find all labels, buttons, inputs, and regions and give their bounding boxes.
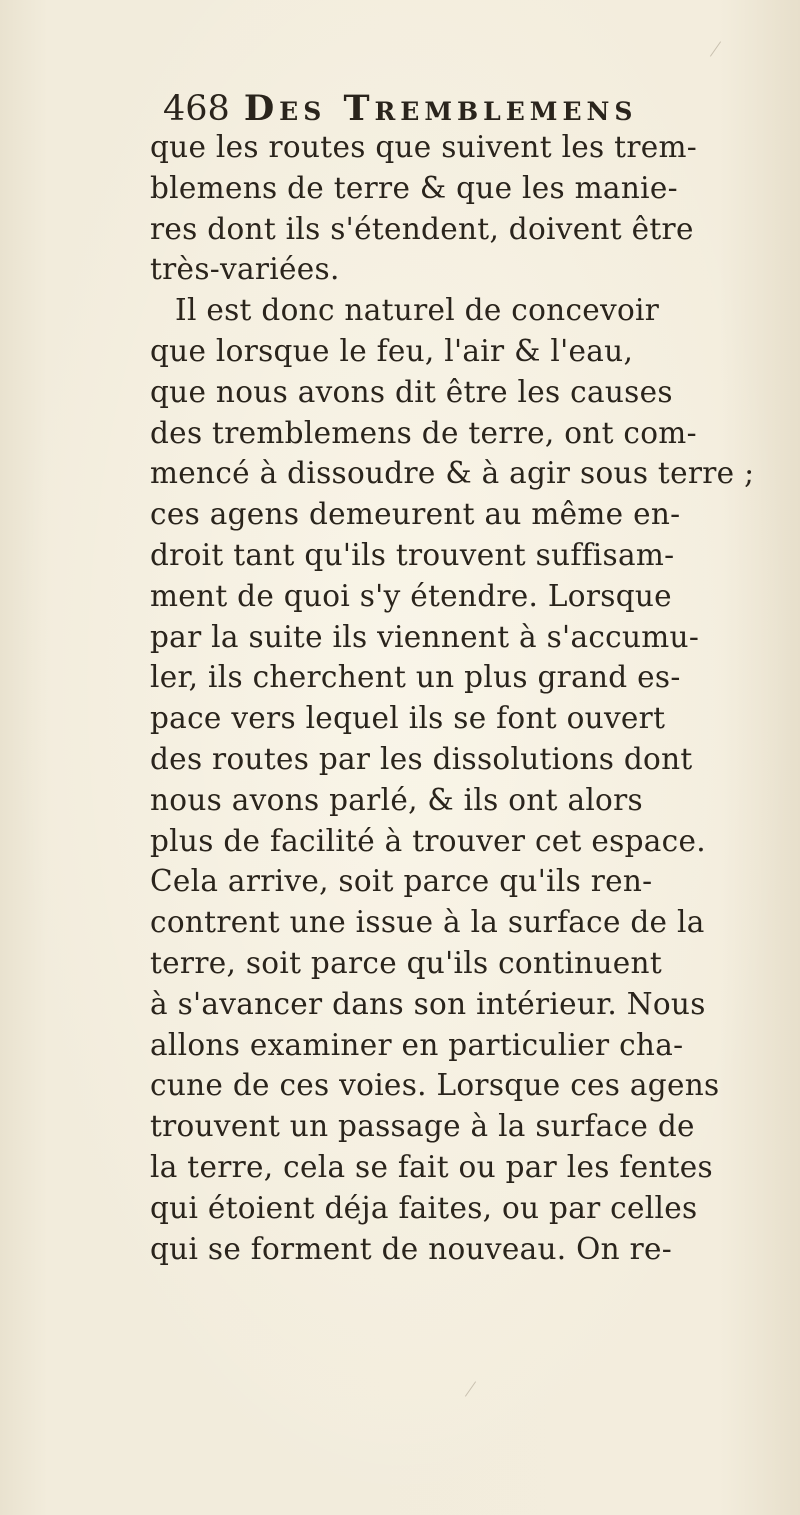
text-line: qui se forment de nouveau. On re- xyxy=(150,1231,673,1266)
text-line: blemens de terre & que les manie- xyxy=(150,170,678,205)
paragraph-start-line: Il est donc naturel de concevoir xyxy=(175,293,660,328)
text-line: terre, soit parce qu'ils continuent xyxy=(150,945,662,980)
text-line: plus de facilité à trouver cet espace. xyxy=(150,823,706,858)
running-title: Des Tremblemens xyxy=(243,88,638,129)
text-line: ment de quoi s'y étendre. Lorsque xyxy=(150,578,672,613)
page-number: 468 xyxy=(163,89,230,129)
text-line: allons examiner en particulier cha- xyxy=(150,1027,684,1062)
text-line: que lorsque le feu, l'air & l'eau, xyxy=(150,333,634,368)
text-line: contrent une issue à la surface de la xyxy=(150,905,705,940)
text-line: nous avons parlé, & ils ont alors xyxy=(150,782,643,817)
text-line: ler, ils cherchent un plus grand es- xyxy=(150,660,681,695)
text-line: Cela arrive, soit parce qu'ils ren- xyxy=(150,864,653,899)
text-line: mencé à dissoudre & à agir sous terre ; xyxy=(150,456,755,491)
paper-speck xyxy=(465,1381,476,1396)
text-line: pace vers lequel ils se font ouvert xyxy=(150,701,666,736)
text-line: par la suite ils viennent à s'accumu- xyxy=(150,619,700,654)
text-line: que les routes que suivent les trem- xyxy=(150,130,698,164)
text-line: cune de ces voies. Lorsque ces agens xyxy=(150,1068,720,1103)
text-line: ces agens demeurent au même en- xyxy=(150,497,681,532)
text-line: à s'avancer dans son intérieur. Nous xyxy=(150,986,706,1021)
body-text xyxy=(150,127,800,1269)
text-line: qui étoient déja faites, ou par celles xyxy=(150,1190,698,1225)
text-line: des routes par les dissolutions dont xyxy=(150,741,693,776)
text-line: droit tant qu'ils trouvent suffisam- xyxy=(150,537,675,572)
text-line: la terre, cela se fait ou par les fentes xyxy=(150,1149,713,1184)
text-line: très-variées. xyxy=(150,252,340,287)
text-line: res dont ils s'étendent, doivent être xyxy=(150,211,694,246)
text-line: trouvent un passage à la surface de xyxy=(150,1109,695,1144)
text-line: que nous avons dit être les causes xyxy=(150,374,673,409)
paper-speck xyxy=(710,41,721,56)
text-line: des tremblemens de terre, ont com- xyxy=(150,415,697,450)
